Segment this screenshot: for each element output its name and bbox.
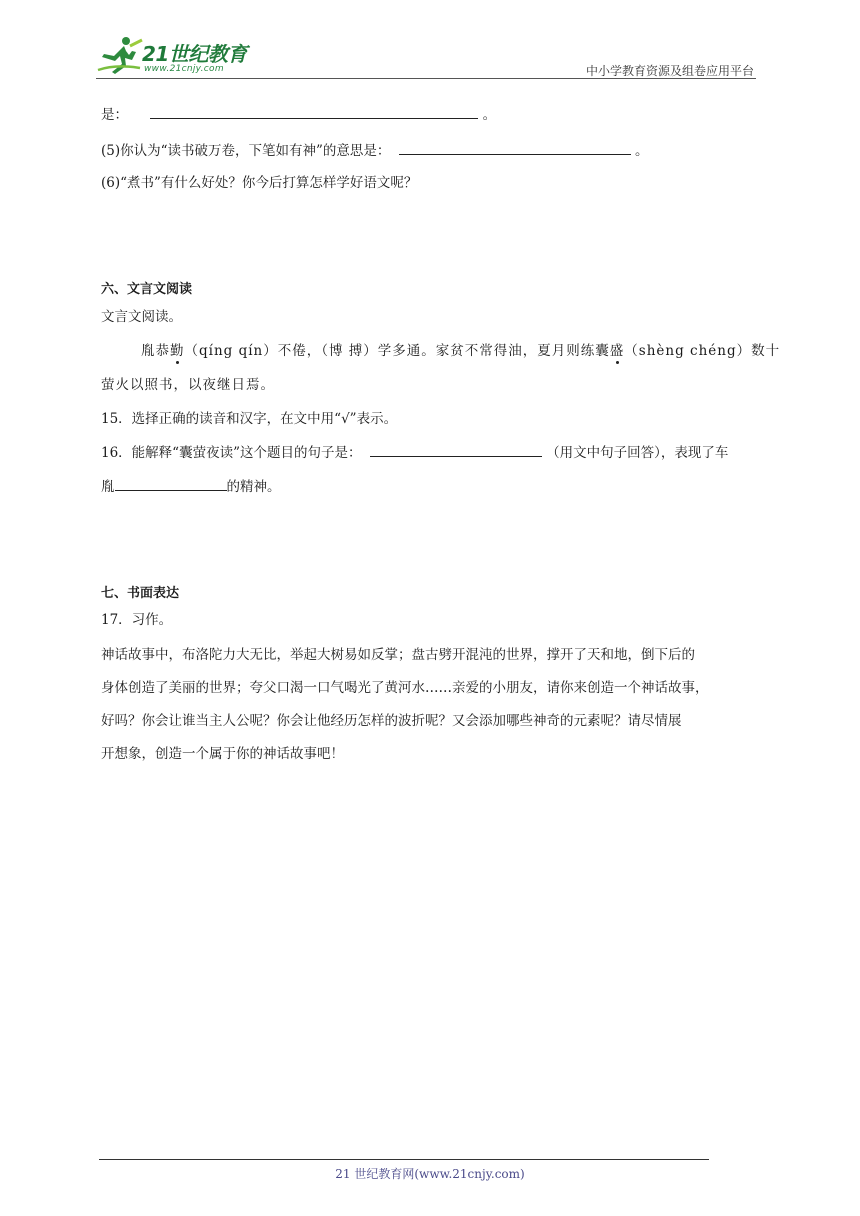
answer-blank[interactable] (150, 104, 478, 119)
answer-suffix: 。 (482, 107, 497, 123)
section-6-intro: 文言文阅读。 (101, 309, 182, 325)
classic-text-a: 胤恭 (141, 343, 170, 359)
essay-line-3: 好吗？你会让谁当主人公呢？你会让他经历怎样的波折呢？又会添加哪些神奇的元素呢？请尽情展 (101, 713, 682, 729)
question-16-char: 胤 (101, 479, 115, 495)
section-6-title: 六、文言文阅读 (101, 282, 193, 297)
question-16-note: （用文中句子回答），表现了车 (546, 445, 729, 461)
section-7-title: 七、书面表达 (101, 586, 180, 601)
question-5-suffix: 。 (635, 143, 649, 159)
question-6: (6)“煮书”有什么好处？你今后打算怎样学好语文呢？ (101, 175, 418, 191)
classic-text-line-1 (141, 340, 780, 362)
question-15: 15．选择正确的读音和汉字，在文中用“√”表示。 (101, 411, 398, 427)
classic-text-b: （qíng qín）不倦，（博 搏）学多通。家贫不常得油，夏月则练囊 (184, 343, 610, 359)
essay-line-1: 神话故事中，布洛陀力大无比，举起大树易如反掌；盘古劈开混沌的世界，撑开了天和地，倒下后的 (101, 647, 695, 663)
essay-line-4: 开想象，创造一个属于你的神话故事吧！ (101, 746, 344, 762)
question-17: 17．习作。 (101, 612, 173, 628)
classic-text-line-2: 萤火以照书，以夜继日焉。 (101, 377, 275, 393)
runner-logo-icon (96, 36, 144, 76)
footer-divider (99, 1159, 709, 1160)
header-divider (96, 78, 756, 79)
logo-url: www.21cnjy.com (144, 64, 224, 74)
question-5-blank[interactable] (399, 140, 631, 155)
question-5-text: (5)你认为“读书破万卷，下笔如有神”的意思是： (101, 143, 391, 159)
answer-prefix: 是： (101, 107, 128, 123)
question-5 (101, 140, 649, 162)
dotted-char-sheng: 盛 (609, 343, 625, 359)
page-footer: 21 世纪教育网(www.21cnjy.com) (335, 1167, 525, 1181)
question-16-cont (101, 476, 281, 498)
header-tagline: 中小学教育资源及组卷应用平台 (585, 64, 754, 78)
question-16-end: 的精神。 (226, 479, 281, 495)
essay-line-2: 身体创造了美丽的世界；夸父口渴一口气喝光了黄河水……亲爱的小朋友，请你来创造一个神话故事， (101, 680, 709, 696)
question-16-blank-1[interactable] (370, 442, 542, 457)
classic-text-c: （shèng chéng）数十 (624, 343, 781, 359)
question-16-blank-2[interactable] (115, 476, 227, 491)
page-header (96, 34, 756, 78)
site-logo (96, 34, 266, 78)
answer-line (101, 104, 496, 126)
question-16 (101, 442, 728, 464)
logo-text: 21世纪教育 (142, 42, 247, 66)
question-16-text: 16．能解释“囊萤夜读”这个题目的句子是： (101, 445, 362, 461)
dotted-char-qin: 勤 (170, 343, 185, 359)
